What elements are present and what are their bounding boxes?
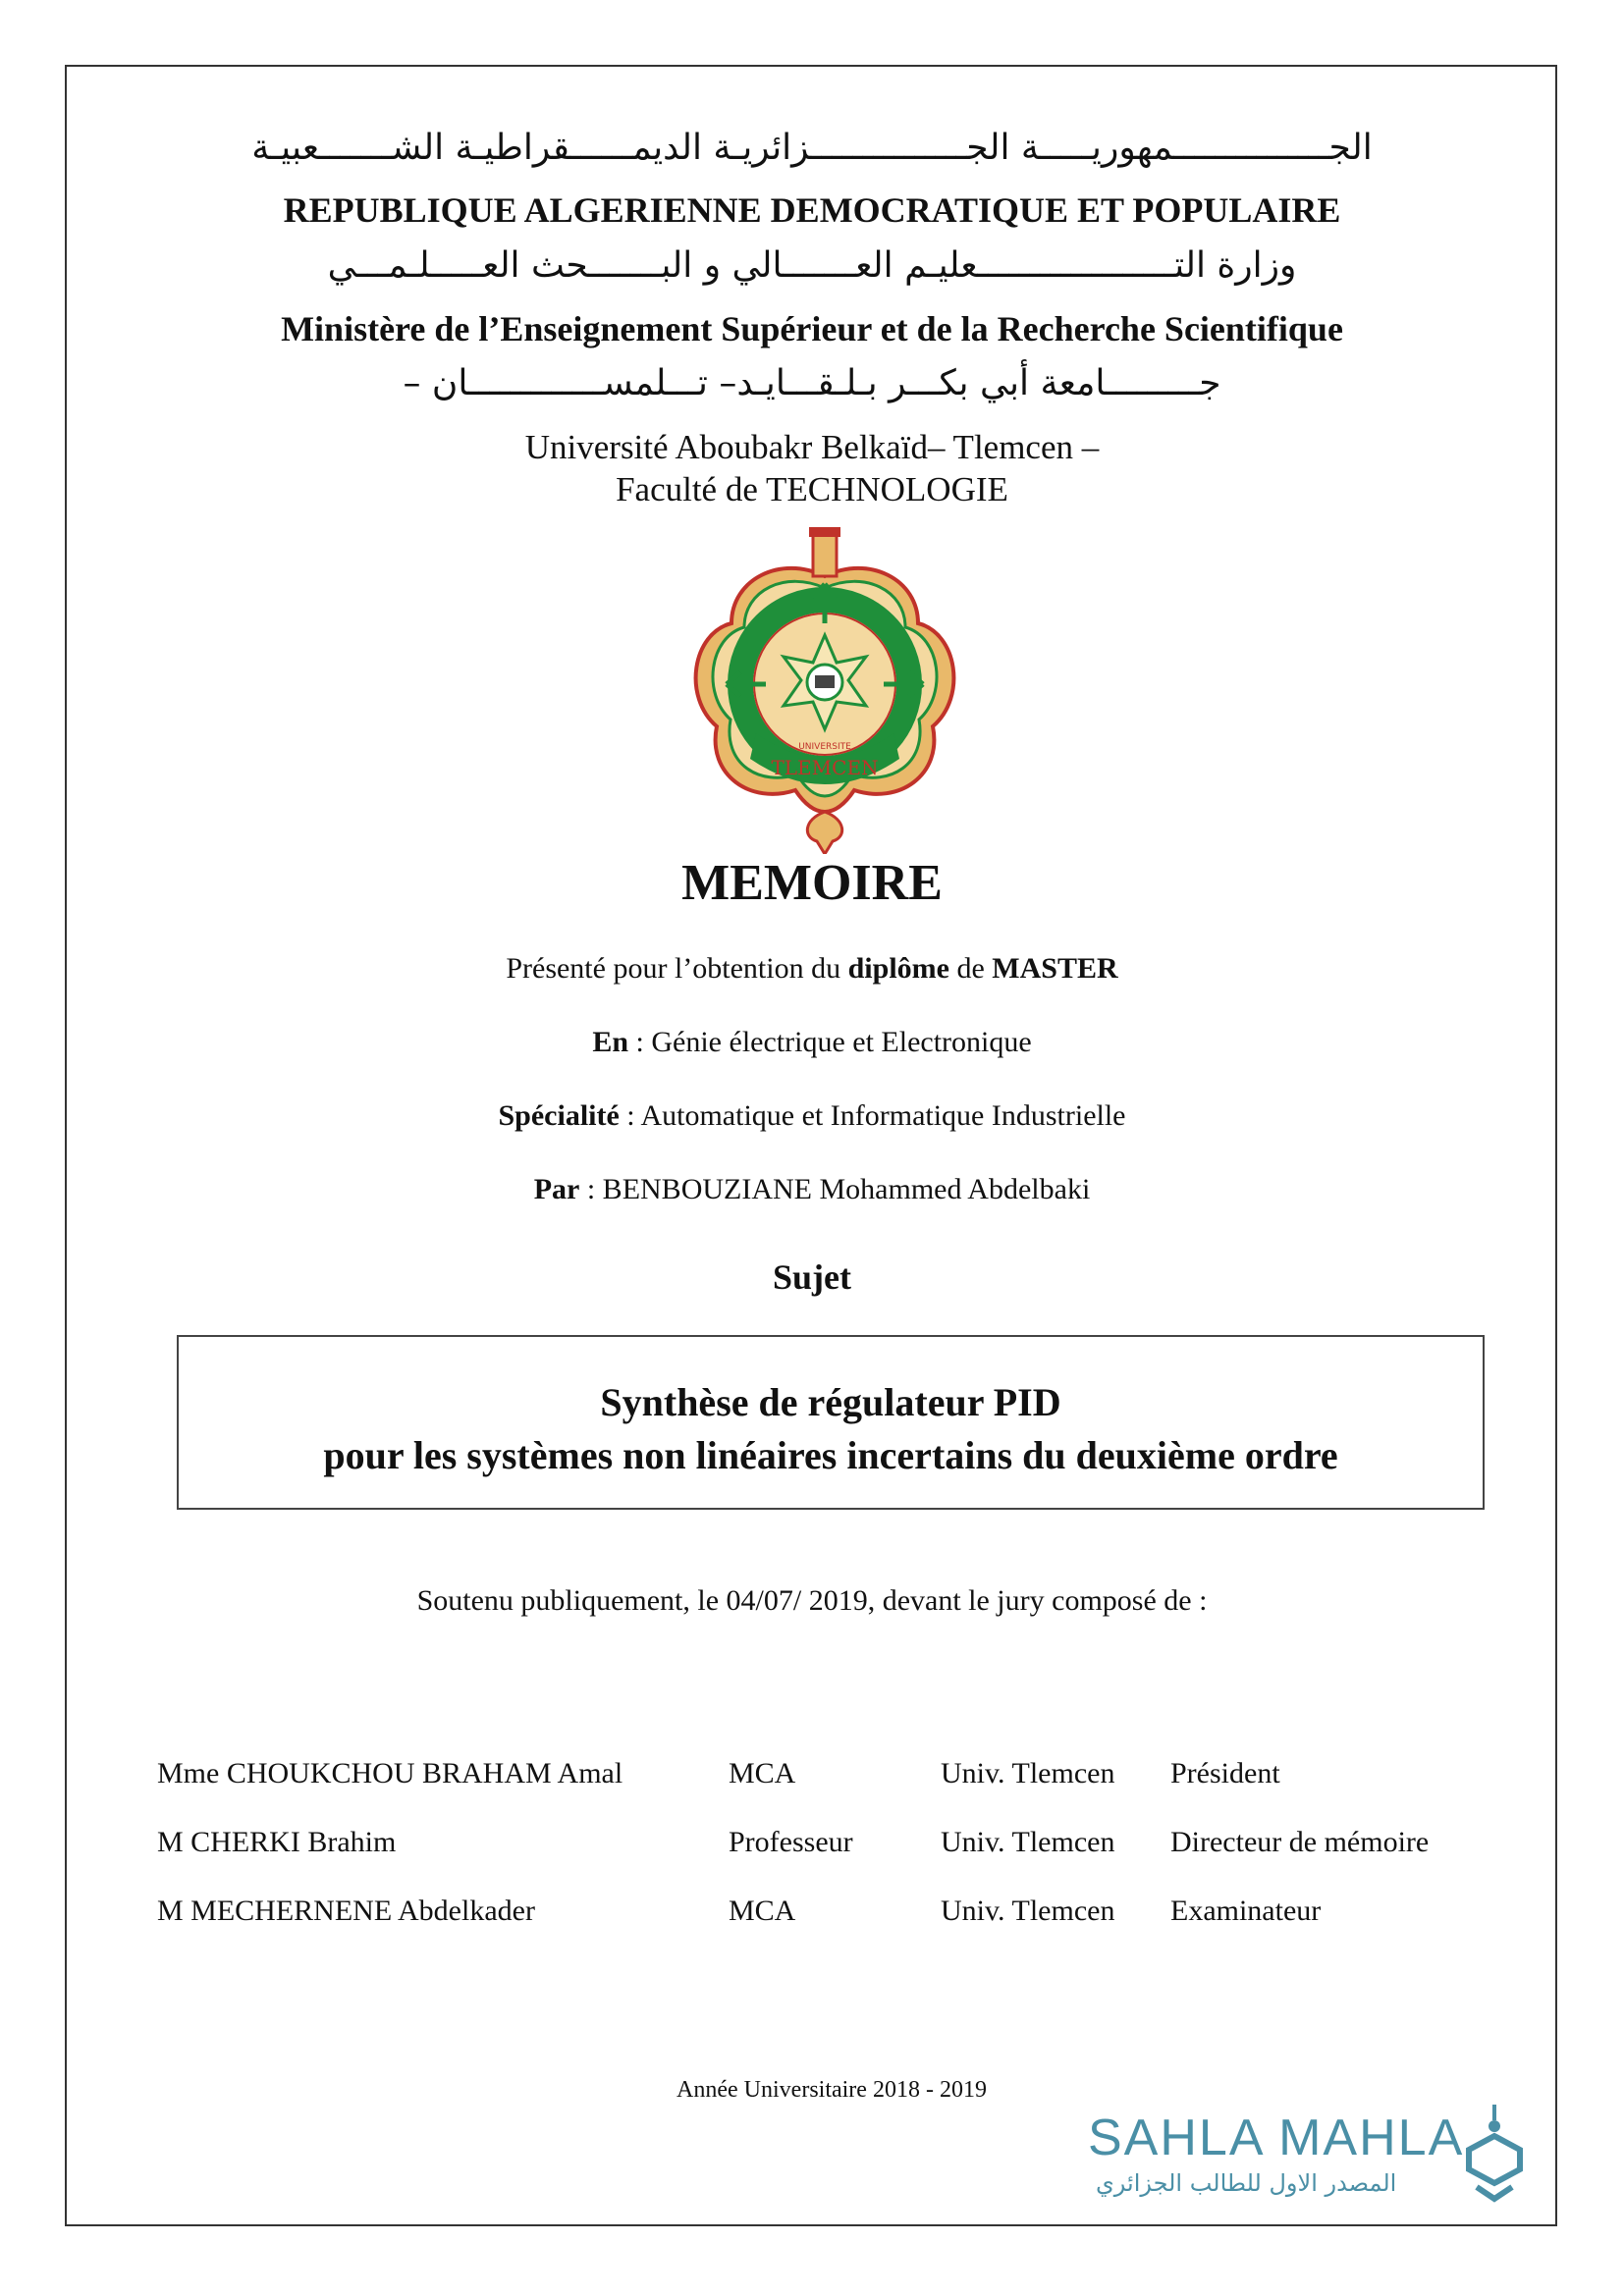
sahla-mahla-watermark[interactable] <box>1088 2101 1530 2209</box>
presented-degree: MASTER <box>992 952 1118 985</box>
specialty-line <box>0 1099 1624 1133</box>
jury-role: Examinateur <box>1170 1895 1322 1927</box>
field-value: : Génie électrique et Electronique <box>628 1026 1032 1058</box>
jury-institution: Univ. Tlemcen <box>941 1826 1115 1858</box>
faculty-name: Faculté de TECHNOLOGIE <box>616 470 1008 508</box>
jury-name: M CHERKI Brahim <box>157 1826 397 1858</box>
ministry-heading: Ministère de l’Enseignement Supérieur et de la Recherche Scientifique <box>281 309 1343 348</box>
emblem-text-top: UNIVERSITE <box>798 742 851 752</box>
watermark-brand: SAHLA MAHLA <box>1088 2109 1465 2166</box>
jury-name: Mme CHOUKCHOU BRAHAM Amal <box>157 1757 623 1789</box>
watermark-tagline: المصدر الاول للطالب الجزائري <box>1096 2169 1397 2197</box>
author-line <box>0 1173 1624 1206</box>
jury-institution: Univ. Tlemcen <box>941 1895 1115 1927</box>
field-label: En <box>592 1026 629 1058</box>
jury-grade: MCA <box>729 1895 796 1927</box>
university-name: Université Aboubakr Belkaïd– Tlemcen – <box>524 428 1100 466</box>
subject-box <box>177 1335 1485 1510</box>
document-type-title: MEMOIRE <box>681 855 943 911</box>
presented-diploma: diplôme <box>847 952 949 985</box>
subject-title-line1: Synthèse de régulateur PID <box>600 1380 1061 1424</box>
sahla-mahla-logo-icon <box>1459 2101 1530 2207</box>
jury-role: Directeur de mémoire <box>1170 1826 1430 1858</box>
jury-role: Président <box>1170 1757 1280 1789</box>
jury-grade: MCA <box>729 1757 796 1789</box>
specialty-label: Spécialité <box>498 1099 620 1132</box>
arabic-university-heading: جـــــــــامعة أبي بكـــر بـلـقـــايـد– تـــلمســـــــــــــان – <box>403 363 1221 403</box>
emblem-text-bottom: TLEMCEN <box>771 756 879 779</box>
arabic-republic-heading: الجـــــــــــــــمهوريـــــة الجـــــــــــــــزائريـة الديمــــــقراطيـة الشـــــــعبيـة <box>251 128 1373 168</box>
academic-year: Année Universitaire 2018 - 2019 <box>677 2077 987 2103</box>
specialty-value: : Automatique et Informatique Industrielle <box>619 1099 1126 1132</box>
presented-mid: de <box>948 952 993 985</box>
jury-institution: Univ. Tlemcen <box>941 1757 1115 1789</box>
jury-name: M MECHERNENE Abdelkader <box>157 1895 535 1927</box>
republic-heading: REPUBLIQUE ALGERIENNE DEMOCRATIQUE ET POPULAIRE <box>283 190 1341 230</box>
arabic-ministry-heading: وزارة التـــــــــــــــــــعليـم العـــــــالي و البـــــــحث العـــــلـمـــي <box>327 245 1297 286</box>
author-label: Par <box>533 1173 580 1205</box>
author-value: : BENBOUZIANE Mohammed Abdelbaki <box>579 1173 1091 1205</box>
jury-grade: Professeur <box>729 1826 853 1858</box>
field-line <box>0 1026 1624 1059</box>
defense-statement: Soutenu publiquement, le 04/07/ 2019, devant le jury composé de : <box>416 1584 1208 1617</box>
university-tlemcen-emblem-icon <box>687 525 962 854</box>
presented-prefix: Présenté pour l’obtention du <box>506 952 848 985</box>
presented-for-line <box>0 952 1624 986</box>
subject-title-line2: pour les systèmes non linéaires incertains du deuxième ordre <box>323 1433 1338 1477</box>
subject-label: Sujet <box>773 1257 851 1297</box>
